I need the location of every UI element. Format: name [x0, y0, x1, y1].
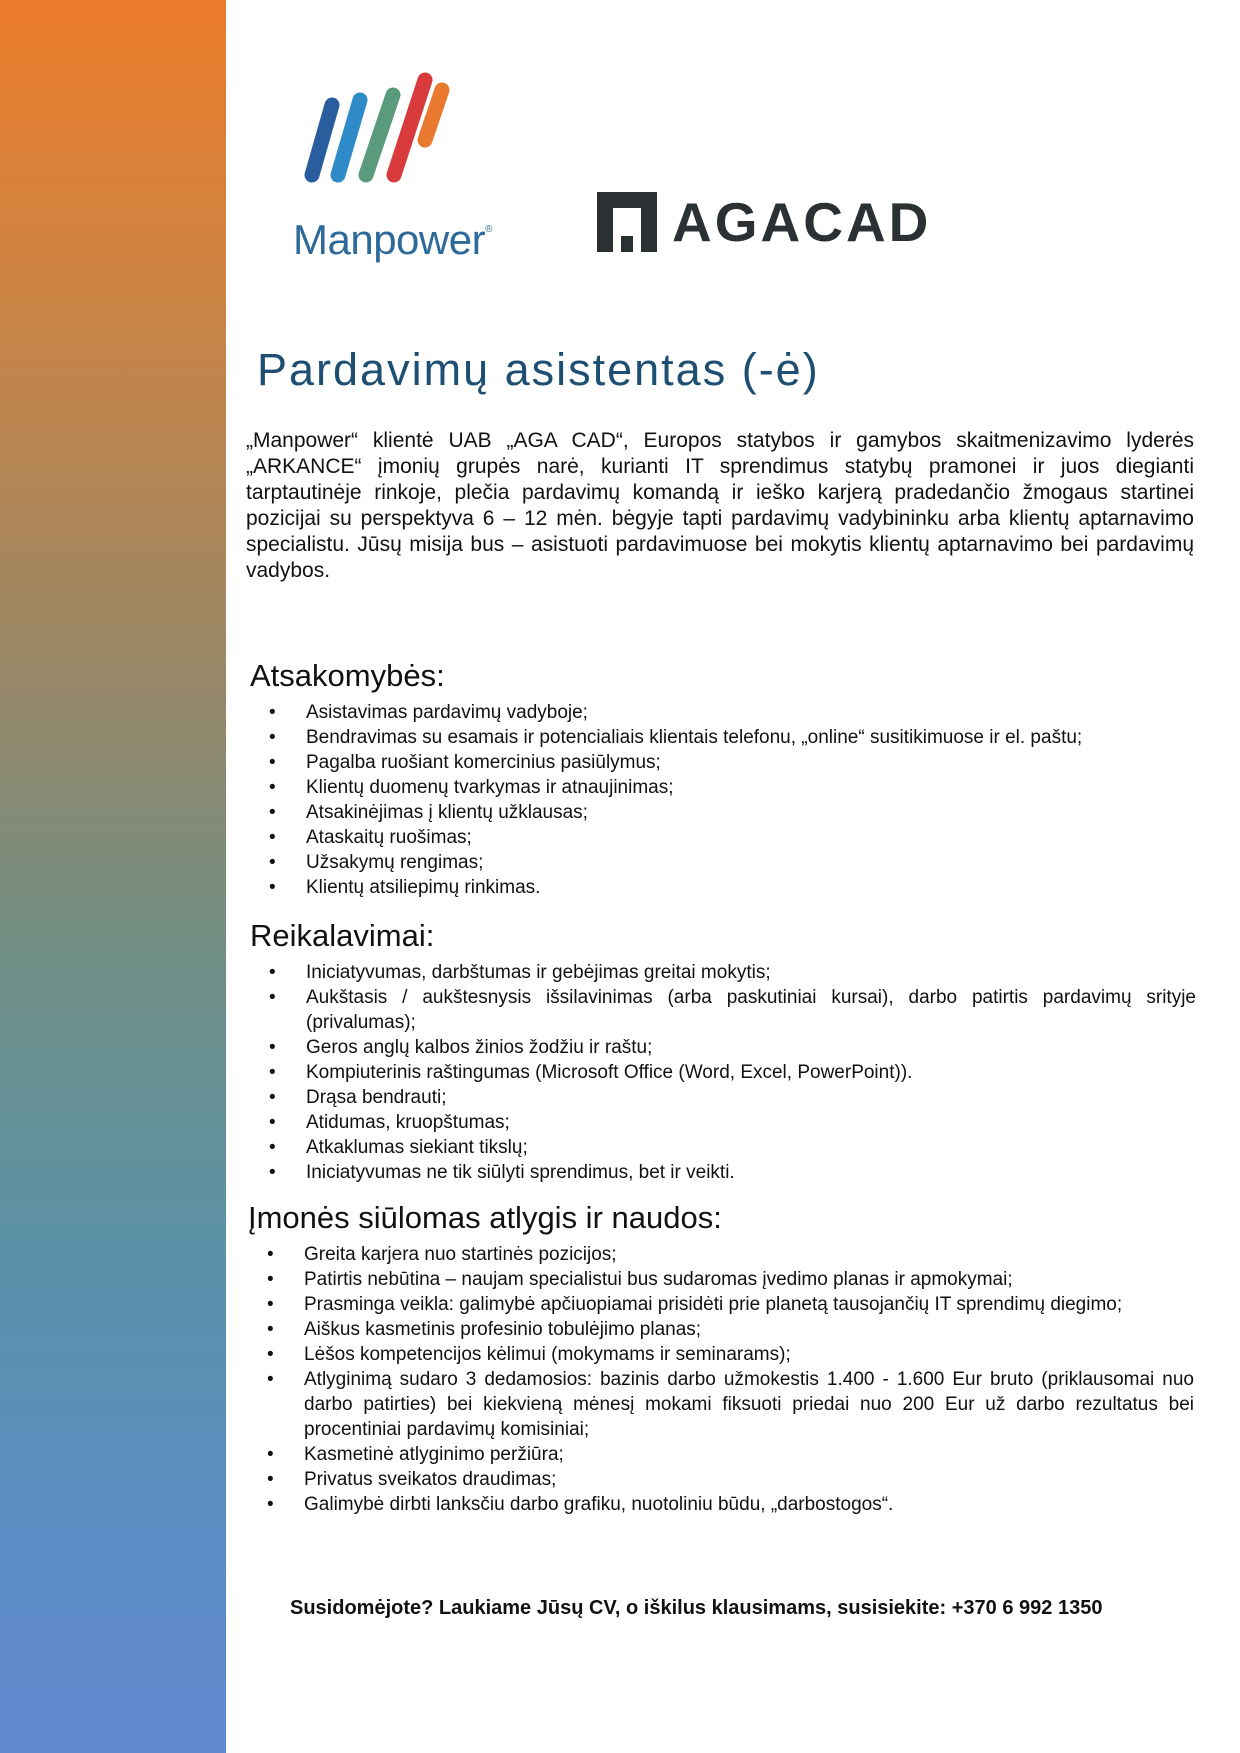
list-item: • Pagalba ruošiant komercinius pasiūlymus; — [306, 750, 1196, 775]
agacad-mark-icon — [597, 192, 657, 252]
list-item: • Geros anglų kalbos žinios žodžiu ir raštu; — [306, 1035, 1196, 1060]
list-item: • Kasmetinė atlyginimo peržiūra; — [304, 1442, 1194, 1467]
list-item: • Aiškus kasmetinis profesinio tobulėjimo planas; — [304, 1317, 1194, 1342]
section-heading: Reikalavimai: — [250, 918, 435, 953]
decorative-gradient-sidebar — [0, 0, 226, 1753]
list-item: • Kompiuterinis raštingumas (Microsoft Office (Word, Excel, PowerPoint)). — [306, 1060, 1196, 1085]
bullet-list — [244, 1242, 1194, 1517]
list-item: • Atidumas, kruopštumas; — [306, 1110, 1196, 1135]
page-title: Pardavimų asistentas (-ė) — [257, 344, 820, 395]
list-item: • Drąsa bendrauti; — [306, 1085, 1196, 1110]
section-requirements — [246, 918, 1196, 1185]
list-item: • Privatus sveikatos draudimas; — [304, 1467, 1194, 1492]
manpower-logo-text: Manpower® — [293, 216, 492, 263]
agacad-logo-text: AGACAD — [672, 191, 932, 253]
list-item: • Iniciatyvumas, darbštumas ir gebėjimas greitai mokytis; — [306, 960, 1196, 985]
list-item: • Prasminga veikla: galimybė apčiuopiamai prisidėti prie planetą tausojančių IT sprendimų diegimo; — [304, 1292, 1194, 1317]
list-item: • Greita karjera nuo startinės pozicijos; — [304, 1242, 1194, 1267]
list-item: • Atlyginimą sudaro 3 dedamosios: bazinis darbo užmokestis 1.400 - 1.600 Eur bruto (priklausomai nuo darbo patirties) bei kiekvieną mėnesį mokami fiksuoti priedai nuo 200 Eur už darbo rezultatus bei procentiniai pardavimų komisiniai; — [304, 1367, 1194, 1442]
list-item: • Atkaklumas siekiant tikslų; — [306, 1135, 1196, 1160]
section-responsibilities — [246, 658, 1196, 900]
bullet-list — [246, 700, 1196, 900]
list-item: • Asistavimas pardavimų vadyboje; — [306, 700, 1196, 725]
intro-paragraph: „Manpower“ klientė UAB „AGA CAD“, Europos statybos ir gamybos skaitmenizavimo lyderės „ARKANCE“ įmonių grupės narė, kurianti IT sprendimus statybų pramonei ir juos diegianti tarptautinėje rinkoje, plečia pardavimų komandą ir ieško karjerą pradedančio žmogaus startinei pozicijai su perspektyva 6 – 12 mėn. bėgyje tapti pardavimų vadybininku arba klientų aptarnavimo specialistu. Jūsų misija bus – asistuoti pardavimuose bei mokytis klientų aptarnavimo bei pardavimų vadybos. — [246, 429, 1194, 582]
list-item: • Klientų duomenų tvarkymas ir atnaujinimas; — [306, 775, 1196, 800]
list-item: • Atsakinėjimas į klientų užklausas; — [306, 800, 1196, 825]
list-item: • Lėšos kompetencijos kėlimui (mokymams ir seminarams); — [304, 1342, 1194, 1367]
list-item: • Aukštasis / aukštesnysis išsilavinimas (arba paskutiniai kursai), darbo patirtis pardavimų srityje (privalumas); — [306, 985, 1196, 1035]
bullet-list — [246, 960, 1196, 1185]
list-item: • Bendravimas su esamais ir potencialiais klientais telefonu, „online“ susitikimuose ir el. paštu; — [306, 725, 1196, 750]
list-item: • Ataskaitų ruošimas; — [306, 825, 1196, 850]
section-benefits — [244, 1200, 1194, 1517]
section-heading: Įmonės siūlomas atlygis ir naudos: — [248, 1200, 722, 1235]
list-item: • Klientų atsiliepimų rinkimas. — [306, 875, 1196, 900]
section-heading: Atsakomybės: — [250, 658, 445, 693]
list-item: • Užsakymų rengimas; — [306, 850, 1196, 875]
list-item: • Galimybė dirbti lanksčiu darbo grafiku, nuotoliniu būdu, „darbostogos“. — [304, 1492, 1194, 1517]
list-item: • Iniciatyvumas ne tik siūlyti sprendimus, bet ir veikti. — [306, 1160, 1196, 1185]
contact-call-to-action: Susidomėjote? Laukiame Jūsų CV, o iškilus klausimams, susisiekite: +370 6 992 1350 — [290, 1597, 1103, 1619]
list-item: • Patirtis nebūtina – naujam specialistui bus sudaromas įvedimo planas ir apmokymai; — [304, 1267, 1194, 1292]
